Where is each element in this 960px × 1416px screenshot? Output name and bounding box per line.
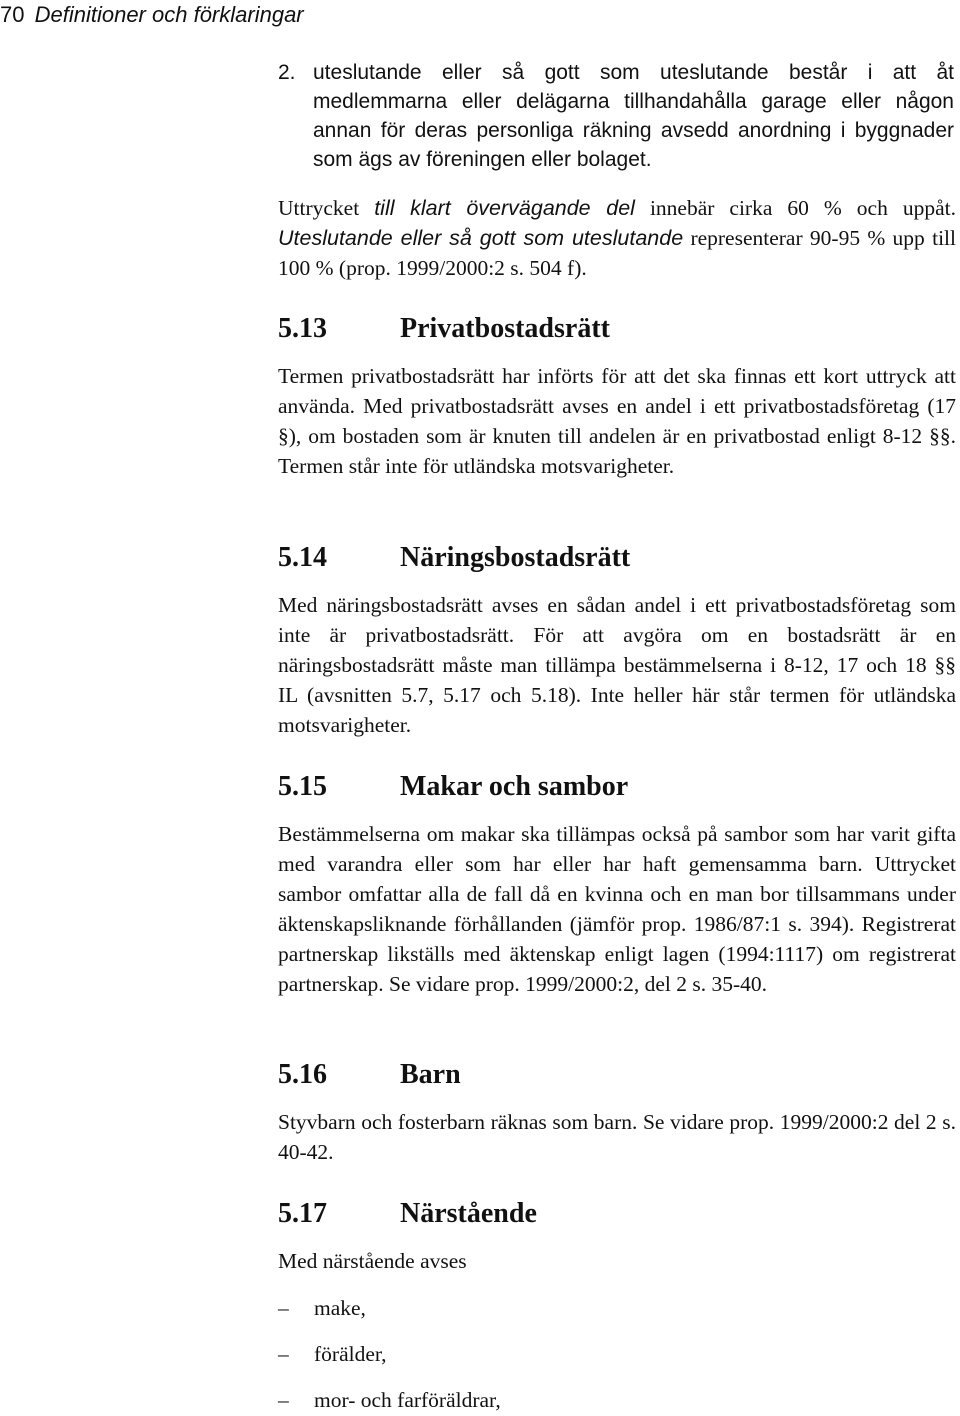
section-title: Makar och sambor <box>400 771 629 802</box>
section-number: 5.16 <box>278 1059 327 1090</box>
page-header <box>0 2 304 28</box>
list-item-text: make, <box>314 1296 366 1320</box>
list-item-text: mor- och farföräldrar, <box>314 1388 501 1412</box>
dash-bullet: – <box>278 1342 289 1366</box>
section-title: Privatbostadsrätt <box>400 313 610 344</box>
section-body: Med närstående avses <box>278 1249 467 1273</box>
section-body: Bestämmelserna om makar ska tillämpas också på sambor som har varit gifta med varandra eller som har eller har haft gemensamma barn. Uttrycket sambor omfattar alla de fall då en kvinna och en man bor tillsammans under äktenskapsliknande förhållanden (jämför prop. 1986/87:1 s. 394). Registrerat partnerskap likställs med äktenskap enligt lagen (1994:1117) om registrerat partnerskap. Se vidare prop. 1999/2000:2, del 2 s. 35-40. <box>278 822 956 996</box>
paragraph-definitions-note <box>278 193 956 283</box>
section-body: Termen privatbostadsrätt har införts för att det ska finnas ett kort uttryck att använda. Med privatbostadsrätt avses en andel i ett privatbostadsföretag (17 §), om bostaden som är knuten till andelen är en privatbostad enligt 8-12 §§. Termen står inte för utländska motsvarigheter. <box>278 364 956 478</box>
section-number: 5.14 <box>278 542 327 573</box>
list-item-text: uteslutande eller så gott som uteslutande består i att åt medlemmarna eller delägarna tillhandahålla garage eller någon annan för deras personliga räkning avsedd anordning i byggnader som ägs av föreningen eller bolaget. <box>313 61 954 171</box>
list-item-text: förälder, <box>314 1342 387 1366</box>
section-number: 5.13 <box>278 313 327 344</box>
running-title: Definitioner och förklaringar <box>34 2 304 27</box>
italic-term: till klart övervägande del <box>374 196 635 220</box>
list-item-number: 2. <box>278 61 296 84</box>
section-title: Barn <box>400 1059 461 1090</box>
dash-bullet: – <box>278 1296 289 1320</box>
paragraph-text: Uttrycket <box>278 196 375 220</box>
page-number: 70 <box>0 2 25 27</box>
section-title: Närstående <box>400 1198 537 1229</box>
paragraph-text: representerar 90-95 % upp till 100 % (prop. 1999/2000:2 s. 504 f). <box>278 226 956 280</box>
dash-bullet: – <box>278 1388 289 1412</box>
section-number: 5.15 <box>278 771 327 802</box>
section-number: 5.17 <box>278 1198 327 1229</box>
section-body: Med näringsbostadsrätt avses en sådan andel i ett privatbostadsföretag som inte är privatbostadsrätt. För att avgöra om en bostadsrätt är en näringsbostadsrätt måste man tillämpa bestämmelserna i 8-12, 17 och 18 §§ IL (avsnitten 5.7, 5.17 och 5.18). Inte heller här står termen för utländska motsvarigheter. <box>278 593 956 737</box>
italic-term: Uteslutande eller så gott som uteslutande <box>278 226 684 250</box>
list-item <box>278 58 954 174</box>
paragraph-text: innebär cirka 60 % och uppåt. <box>634 196 956 220</box>
section-body: Styvbarn och fosterbarn räknas som barn. Se vidare prop. 1999/2000:2 del 2 s. 40-42. <box>278 1110 956 1164</box>
section-title: Näringsbostadsrätt <box>400 542 631 573</box>
